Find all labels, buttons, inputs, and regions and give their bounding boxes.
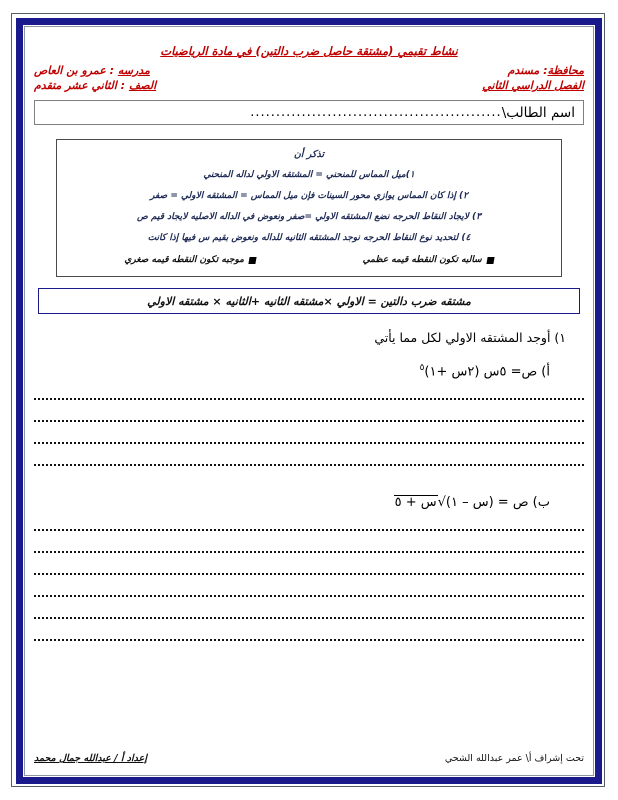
- answer-line[interactable]: [34, 542, 584, 564]
- answer-line[interactable]: [34, 564, 584, 586]
- meta-row-school: [34, 63, 584, 78]
- footer-supervisor: تحت إشراف أ\ عمر عبدالله الشحي: [444, 753, 584, 764]
- remember-item: ٤) لتحديد نوع النقاط الحرجه نوجد المشتقه الثانيه للداله ونعوض بقيم س فيها إذا كانت: [147, 233, 471, 243]
- answer-line[interactable]: [34, 411, 584, 433]
- bullet-item-positive: [124, 255, 256, 265]
- question-1-stem: ١) أوجد المشتقه الاولي لكل مما يأتي: [374, 330, 566, 345]
- meta-governorate-value: : مسندم: [507, 64, 548, 77]
- remember-title: تذكر أن: [293, 149, 325, 160]
- document-meta: [28, 63, 590, 93]
- answer-line[interactable]: [34, 433, 584, 455]
- meta-school: [34, 63, 150, 78]
- document-content: [28, 30, 590, 772]
- answer-line[interactable]: [34, 389, 584, 411]
- part-b-label: ب) ص = (س – ١): [445, 495, 550, 511]
- answer-area-part-a[interactable]: [28, 389, 590, 477]
- meta-term: الفصل الدراسي الثاني: [482, 79, 584, 92]
- answer-line[interactable]: [34, 630, 584, 652]
- question-1-part-b: [28, 495, 550, 510]
- document-footer: [34, 753, 584, 764]
- part-a-label: أ) ص=: [510, 364, 550, 380]
- meta-school-label: مدرسه: [117, 64, 150, 77]
- meta-row-grade: [34, 78, 584, 93]
- student-name-label: اسم الطالب\: [501, 104, 575, 121]
- meta-governorate: [508, 63, 584, 78]
- student-name-dots: .................................................: [250, 105, 502, 120]
- part-a-exponent: ٥: [419, 363, 425, 373]
- bullet-label: سالبه تكون النقطه قيمه عظمي: [362, 255, 482, 265]
- radical-sign: √: [437, 495, 446, 511]
- student-name-field[interactable]: [34, 100, 584, 125]
- remember-item: ١)ميل المماس للمنحني = المشتقه الاولي لداله المنحني: [203, 170, 415, 180]
- answer-line[interactable]: [34, 608, 584, 630]
- formula-box: [38, 288, 580, 314]
- meta-grade-value: : الثاني عشر متقدم: [34, 79, 129, 92]
- page-title: نشاط تقيمي (مشتقة حاصل ضرب دالتين) في مادة الرياضيات: [160, 44, 458, 58]
- bullet-item-negative: [363, 255, 494, 265]
- square-bullet-icon: [248, 257, 256, 264]
- part-b-radicand: س + ٥: [394, 495, 437, 511]
- question-1-part-a: [28, 363, 550, 379]
- bullet-label: موجبه تكون النقطه قيمه صغري: [124, 255, 244, 265]
- square-bullet-icon: [486, 257, 494, 264]
- meta-grade-label: الصف: [128, 79, 157, 92]
- answer-line[interactable]: [34, 520, 584, 542]
- remember-item: ٣) لايجاد النقاط الحرجه نضع المشتقه الاولي =صفر ونعوض في الداله الاصليه لايجاد قيم ص: [136, 212, 482, 222]
- answer-area-part-b[interactable]: [28, 520, 590, 652]
- footer-author: إعداد أ / عبدالله جمال محمد: [34, 753, 147, 764]
- product-rule-formula: مشتقه ضرب دالتين = الاولي ×مشتقه الثانيه +الثانيه × مشتقه الاولي: [147, 294, 471, 308]
- remember-box: [56, 139, 562, 277]
- remember-item: ٢) إذا كان المماس يوازي محور السينات فإن ميل المماس = المشتقه الاولي = صفر: [150, 191, 468, 201]
- part-a-expression: ٥س (٢س +١): [424, 364, 507, 380]
- remember-bullets: [71, 255, 547, 265]
- answer-line[interactable]: [34, 455, 584, 477]
- meta-governorate-label: محافظة: [547, 64, 584, 77]
- meta-grade: [34, 78, 156, 93]
- answer-line[interactable]: [34, 586, 584, 608]
- meta-school-value: : عمرو بن العاص: [34, 64, 118, 77]
